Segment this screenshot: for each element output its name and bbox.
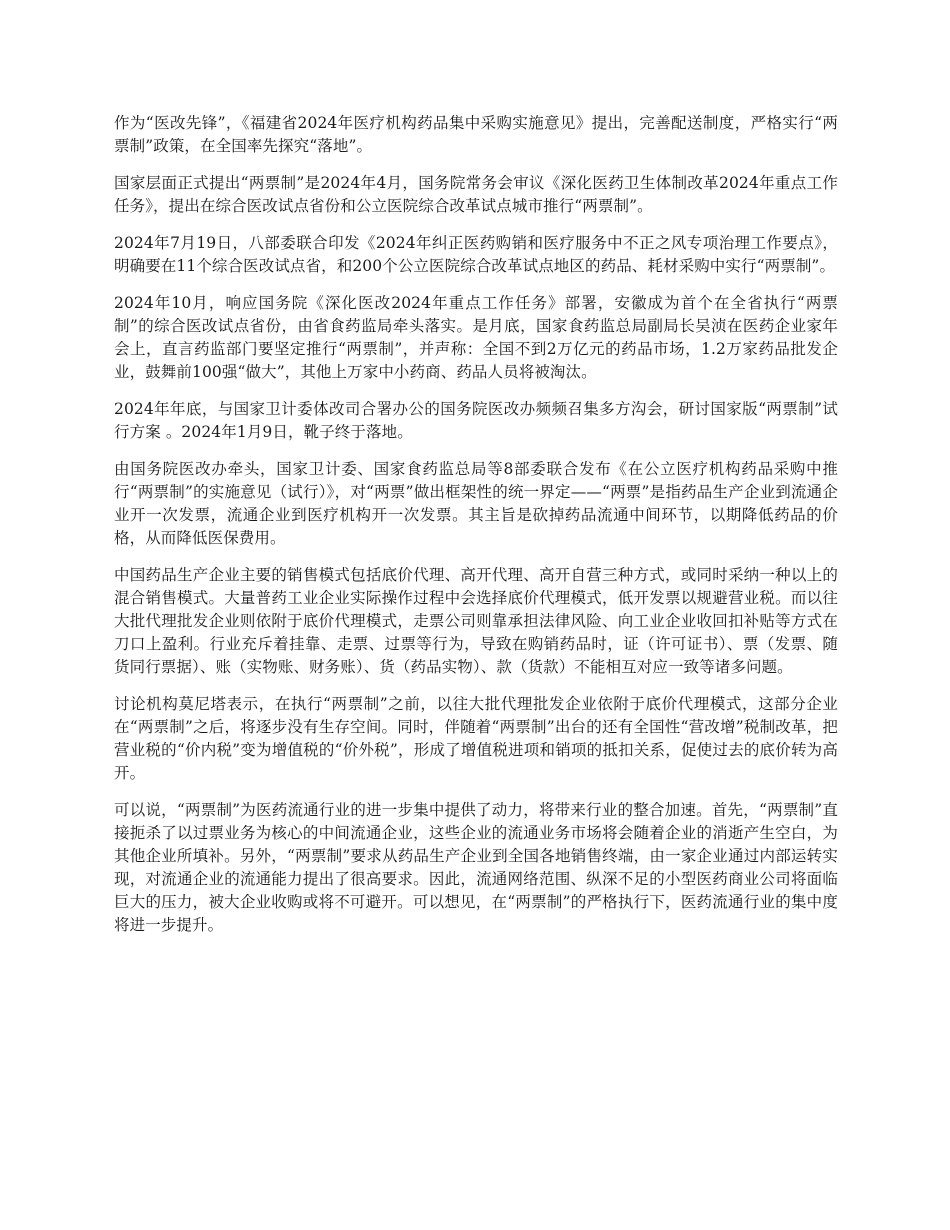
paragraph-9: 可以说，“两票制”为医药流通行业的进一步集中提供了动力，将带来行业的整合加速。首先，“两票制”直接扼杀了以过票业务为核心的中间流通企业，这些企业的流通业务市场将会随着企业的消逝产生空白，为其他企业所填补。另外，“两票制”要求从药品生产企业到全国各地销售终端，由一家企业通过内部运转实现，对流通企业的流通能力提出了很高要求。因此，流通网络范围、纵深不足的小型医药商业公司将面临巨大的压力，被大企业收购或将不可避开。可以想见，在“两票制”的严格执行下，医药流通行业的集中度将进一步提升。 [114,801,838,934]
paragraph-4: 2024年10月，响应国务院《深化医改2024年重点工作任务》部署，安徽成为首个在全省执行“两票制”的综合医改试点省份，由省食药监局牵头落实。是月底，国家食药监总局副局长吴浈在医药企业家年会上，直言药监部门要坚定推行“两票制”，并声称：全国不到2万亿元的药品市场，1.2万家药品批发企业，鼓舞前100强“做大”，其他上万家中小药商、药品人员将被淘汰。 [114,294,838,381]
paragraph-5: 2024年年底，与国家卫计委体改司合署办公的国务院医改办频频召集多方沟会，研讨国家版“两票制”试行方案 。2024年1月9日，靴子终于落地。 [114,400,838,441]
paragraph-1: 作为“医改先锋”，《福建省2024年医疗机构药品集中采购实施意见》提出，完善配送制度，严格实行“两票制”政策，在全国率先探究“落地”。 [114,114,838,155]
paragraph-3: 2024年7月19日，八部委联合印发《2024年纠正医药购销和医疗服务中不正之风专项治理工作要点》，明确要在11个综合医改试点省，和200个公立医院综合改革试点地区的药品、耗材采购中实行“两票制”。 [114,234,838,275]
paragraph-8: 讨论机构莫尼塔表示，在执行“两票制”之前，以往大批代理批发企业依附于底价代理模式，这部分企业在“两票制”之后，将逐步没有生存空间。同时，伴随着“两票制”出台的还有全国性“营改增”税制改革，把营业税的“价内税”变为增值税的“价外税”，形成了增值税进项和销项的抵扣关系，促使过去的底价转为高开。 [114,695,838,782]
paragraph-7: 中国药品生产企业主要的销售模式包括底价代理、高开代理、高开自营三种方式，或同时采纳一种以上的混合销售模式。大量普药工业企业实际操作过程中会选择底价代理模式，低开发票以规避营业税。而以往大批代理批发企业则依附于底价代理模式，走票公司则靠承担法律风险、向工业企业收回扣补贴等方式在刀口上盈利。行业充斥着挂靠、走票、过票等行为，导致在购销药品时，证（许可证书）、票（发票、随货同行票据）、账（实物账、财务账）、货（药品实物）、款（货款）不能相互对应一致等诸多问题。 [114,566,838,676]
document-body [114,112,838,951]
paragraph-2: 国家层面正式提出“两票制”是2024年4月，国务院常务会审议《深化医药卫生体制改革2024年重点工作任务》，提出在综合医改试点省份和公立医院综合改革试点城市推行“两票制”。 [114,174,838,215]
paragraph-6: 由国务院医改办牵头，国家卫计委、国家食药监总局等8部委联合发布《在公立医疗机构药品采购中推行“两票制”的实施意见（试行）》，对“两票”做出框架性的统一界定——“两票”是指药品生产企业到流通企业开一次发票，流通企业到医疗机构开一次发票。其主旨是砍掉药品流通中间环节，以期降低药品的价格，从而降低医保费用。 [114,460,838,547]
